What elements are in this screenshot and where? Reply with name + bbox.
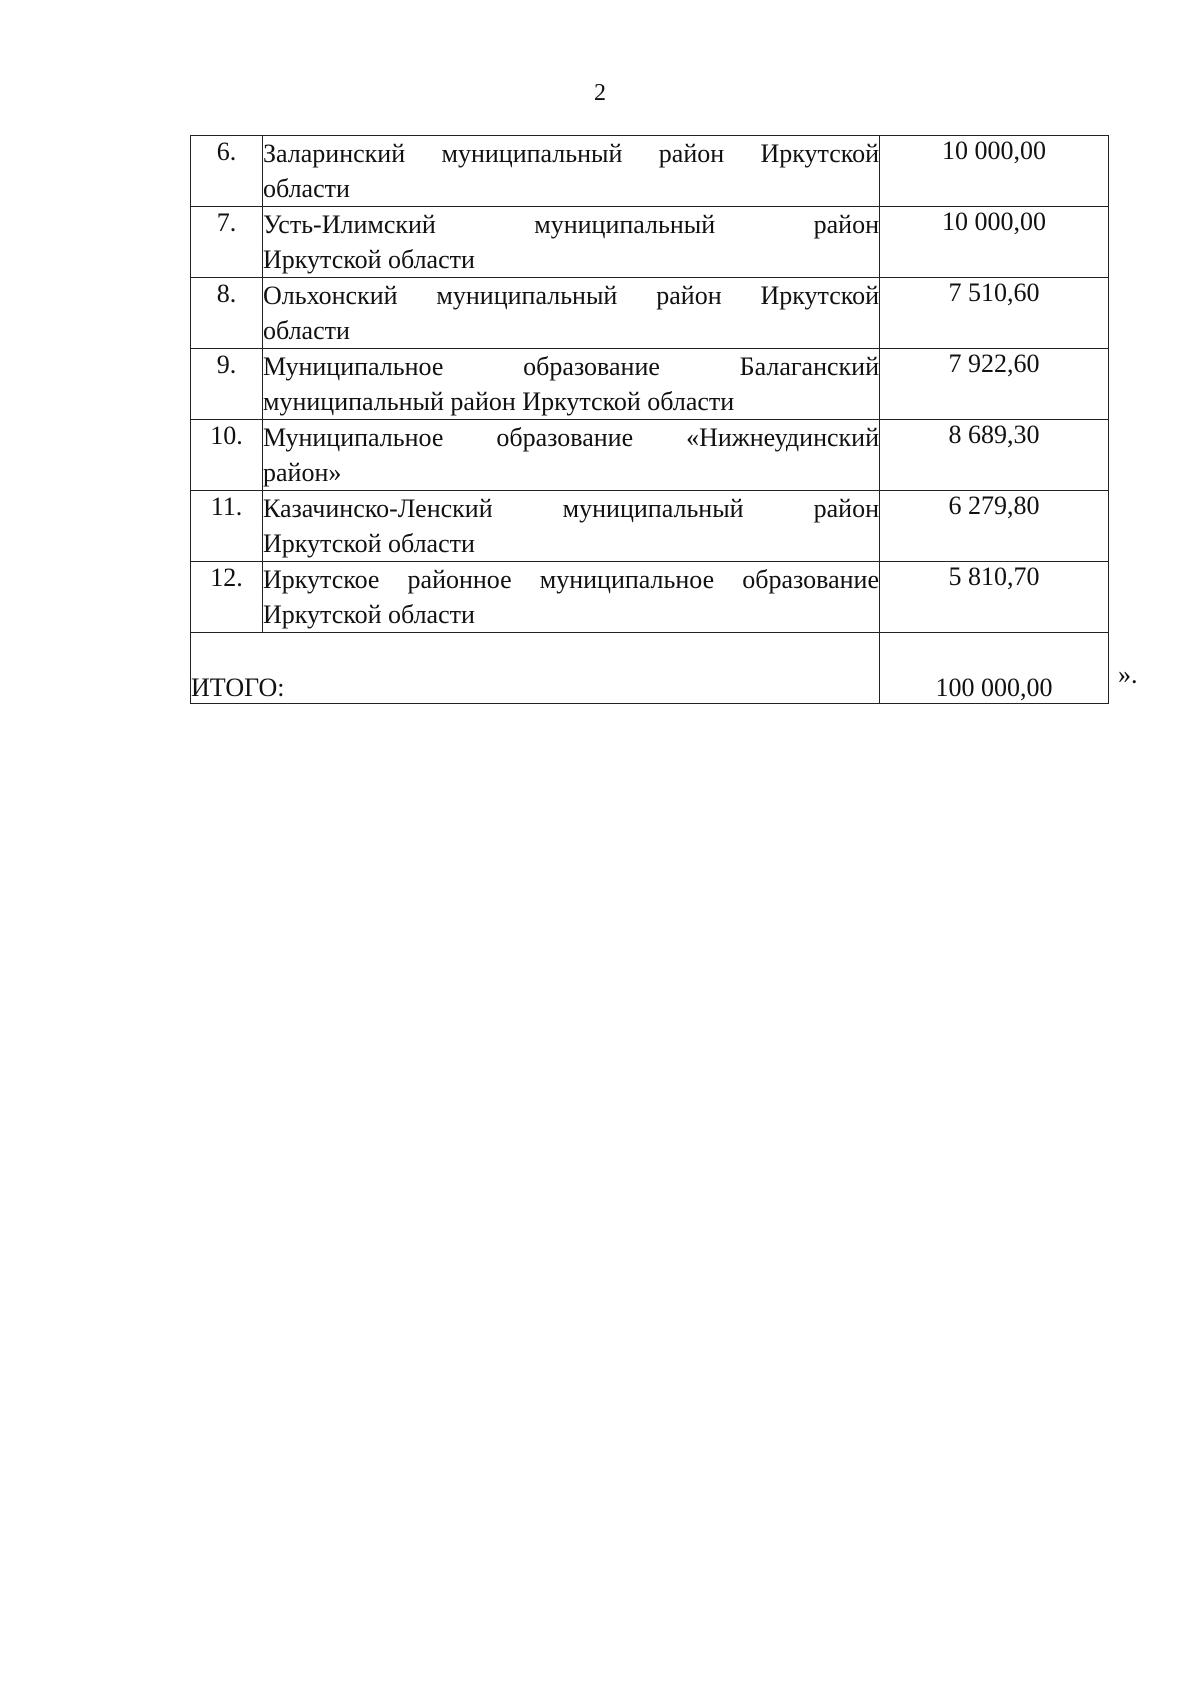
municipality-name — [263, 278, 880, 349]
name-line: Иркутской области — [263, 529, 475, 558]
municipality-name — [263, 136, 880, 207]
amount-value: 10 000,00 — [880, 207, 1109, 278]
name-line: Иркутское районное муниципальное образование — [263, 565, 879, 594]
municipality-name — [263, 562, 880, 633]
amount-value: 5 810,70 — [880, 562, 1109, 633]
row-number: 7. — [191, 207, 263, 278]
row-number: 11. — [191, 491, 263, 562]
row-number: 9. — [191, 349, 263, 420]
amount-value: 10 000,00 — [880, 136, 1109, 207]
municipality-name — [263, 207, 880, 278]
name-line: Казачинско-Ленский муниципальный район — [263, 494, 879, 523]
name-line: Муниципальное образование Балаганский — [263, 352, 879, 381]
page-number: 2 — [594, 80, 606, 106]
name-line: области — [263, 316, 350, 345]
name-line: муниципальный район Иркутской области — [263, 387, 735, 416]
table-row — [191, 562, 1109, 633]
table-row — [191, 278, 1109, 349]
row-number: 12. — [191, 562, 263, 633]
table-row — [191, 136, 1109, 207]
table-row — [191, 491, 1109, 562]
name-line: район» — [263, 458, 342, 487]
row-number: 6. — [191, 136, 263, 207]
row-number: 10. — [191, 420, 263, 491]
table-row — [191, 349, 1109, 420]
name-line: Усть-Илимский муниципальный район — [263, 210, 879, 239]
amount-value: 6 279,80 — [880, 491, 1109, 562]
total-row — [191, 633, 1109, 704]
municipality-name — [263, 349, 880, 420]
name-line: Муниципальное образование «Нижнеудинский — [263, 423, 879, 452]
row-number: 8. — [191, 278, 263, 349]
amount-value: 7 922,60 — [880, 349, 1109, 420]
amount-value: 7 510,60 — [880, 278, 1109, 349]
total-value: 100 000,00 — [880, 633, 1109, 704]
amount-value: 8 689,30 — [880, 420, 1109, 491]
municipality-name — [263, 420, 880, 491]
name-line: Ольхонский муниципальный район Иркутской — [263, 281, 879, 310]
name-line: Иркутской области — [263, 600, 475, 629]
total-label: ИТОГО: — [191, 633, 880, 704]
name-line: Иркутской области — [263, 245, 475, 274]
municipality-name — [263, 491, 880, 562]
table-row — [191, 207, 1109, 278]
allocation-table — [190, 135, 1109, 704]
name-line: Заларинский муниципальный район Иркутской — [263, 139, 879, 168]
table-row — [191, 420, 1109, 491]
name-line: области — [263, 174, 350, 203]
closing-quote: ». — [1118, 660, 1138, 689]
